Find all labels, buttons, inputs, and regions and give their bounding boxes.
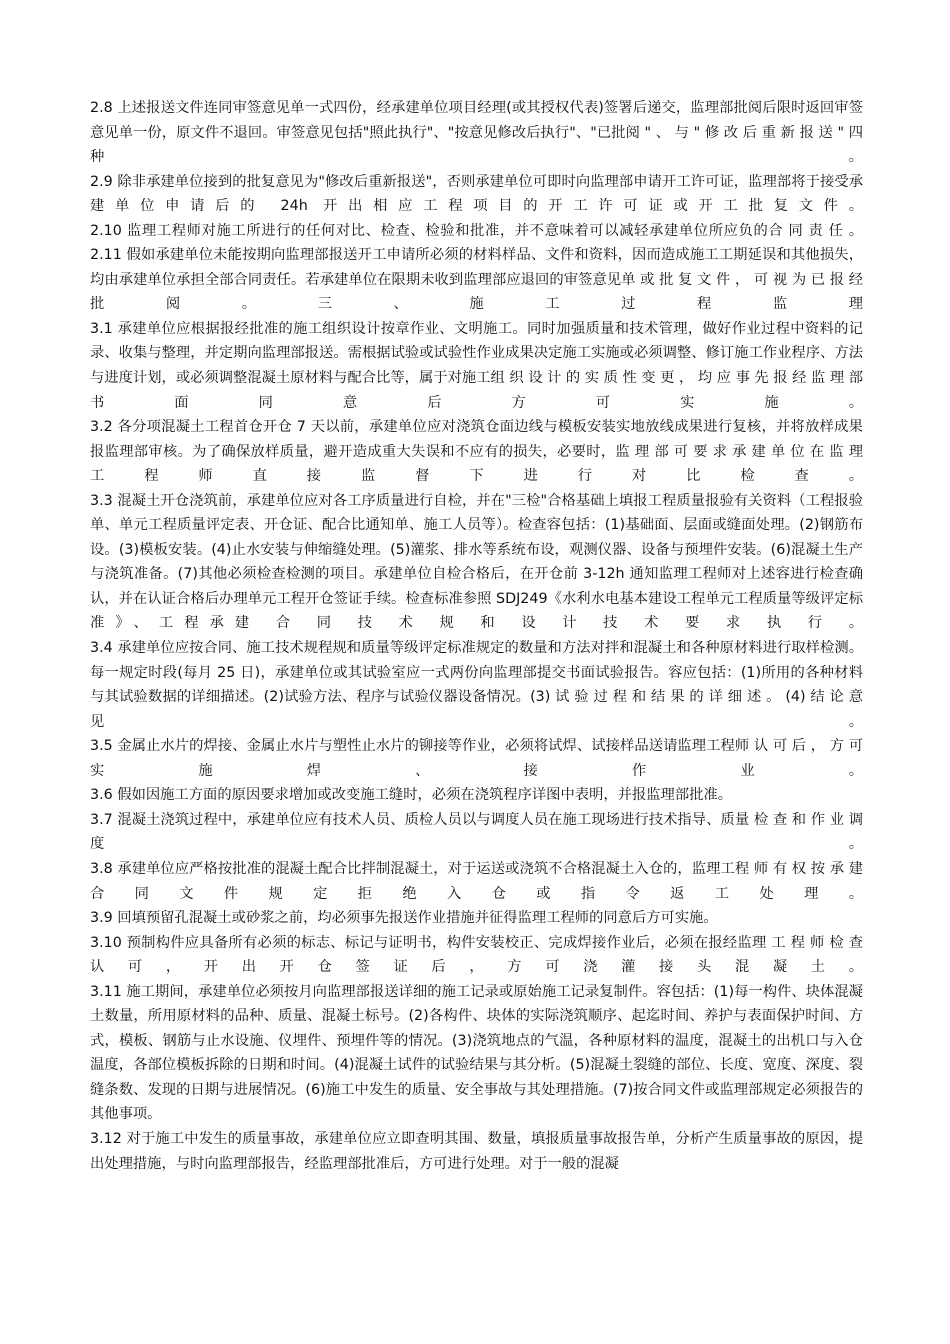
paragraph-3-9: 3.9 回填预留孔混凝土或砂浆之前，均必须事先报送作业措施并征得监理工程师的同意后方可实施。 (90, 910, 718, 927)
paragraph-3-3: 3.3 混凝土开仓浇筑前，承建单位应对各工序质量进行自检，并在"三检"合格基础上填报工程质量报验有关资料（工程报验单、单元工程质量评定表、开仓证、配合比通知单、施工人员等）。检查容包括：(1)基础面、层面或缝面处理。(2)钢筋布设。(3)模板安装。(4)止水安装与伸缩缝处理。(5)灌浆、排水等系统布设，观测仪器、设备与预埋件安装。(6)混凝土生产与浇筑准备。(7)其他必须检查检测的项目。承建单位自检合格后，在开仓前 3-12h 通知监理工程师对上述容进行检查确认，并在认证合格后办理单元工程开仓签证手续。检查标准参照 SDJ249《水利水电基本建设工程单元工程质量等级评定标准》、工程承建 合 同 技 术 规 和 设 计 技 术 要 求 执 行 。 (90, 492, 863, 632)
paragraph-3-6: 3.6 假如因施工方面的原因要求增加或改变施工缝时，必须在浇筑程序详图中表明，并报监理部批准。 (90, 787, 733, 804)
paragraph-2-8: 2.8 上述报送文件连同审签意见单一式四份，经承建单位项目经理(或其授权代表)签署后递交，监理部批阅后限时返回审签意见单一份，原文件不退回。审签意见包括"照此执行"、"按意见修改后执行"、"已批阅 " 、 与 " 修 改 后 重 新 报 送 " 四 种 。 (90, 100, 863, 166)
paragraph-2-10: 2.10 监理工程师对施工所进行的任何对比、检查、检验和批准，并不意味着可以减轻承建单位所应负的合 同 责 任 。 (90, 222, 863, 239)
paragraph-3-4: 3.4 承建单位应按合同、施工技术规程规和质量等级评定标准规定的数量和方法对拌和混凝土和各种原材料进行取样检测。每一规定时段(每月 25 日)，承建单位或其试验室应一式两份向监理部提交书面试验报告。容应包括：(1)所用的各种材料与其试验数据的详细描述。(2)试验方法、程序与试验仪器设备情况。(3) 试 验 过 程 和 结 果 的 详 细 述 。 (4) 结 论 意 见 。 (90, 640, 863, 730)
paragraph-2-11: 2.11 假如承建单位未能按期向监理部报送开工申请所必须的材料样品、文件和资料，因而造成施工工期延误和其他损失，均由承建单位承担全部合同责任。若承建单位在限期未收到监理部应退回的审签意见单 或 批 复 文 件 ， 可 视 为 已 报 经 批 阅 。 三 、 施 工 过 程 监 理 (90, 247, 863, 313)
paragraph-3-12: 3.12 对于施工中发生的质量事故，承建单位应立即查明其围、数量，填报质量事故报告单，分析产生质量事故的原因，提出处理措施，与时向监理部报告，经监理部批准后，方可进行处理。对于一般的混凝 (90, 1130, 863, 1172)
document-page (90, 96, 863, 1176)
paragraph-2-9: 2.9 除非承建单位接到的批复意见为"修改后重新报送"，否则承建单位可即时向监理部申请开工许可证，监理部将于接受承建单位申请后的 24h 开出相应工程项目的开工许可证或开工批复文件。 (90, 173, 863, 215)
paragraph-3-11: 3.11 施工期间，承建单位必须按月向监理部报送详细的施工记录或原始施工记录复制件。容包括：(1)每一构件、块体混凝土数量，所用原材料的品种、质量、混凝土标号。(2)各构件、块体的实际浇筑顺序、起迄时间、养护与表面保护时间、方式，模板、钢筋与止水设施、仪埋件、预埋件等的情况。(3)浇筑地点的气温，各种原材料的温度，混凝土的出机口与入仓温度，各部位模板拆除的日期和时间。(4)混凝土试件的试验结果与其分析。(5)混凝土裂缝的部位、长度、宽度、深度、裂缝条数、发现的日期与进展情况。(6)施工中发生的质量、安全事故与其处理措施。(7)按合同文件或监理部规定必须报告的其他事项。 (90, 983, 863, 1123)
paragraph-3-2: 3.2 各分项混凝土工程首仓开仓 7 天以前，承建单位应对浇筑仓面边线与模板安装实地放线成果进行复核，并将放样成果报监理部审核。为了确保放样质量，避开造成重大失误和不应有的损失，必要时，监 理 部 可 要 求 承 建 单 位 在 监 理 工 程 师 直 接 监 督 下 进 行 对 比 检 查 。 (90, 419, 863, 485)
paragraph-3-10: 3.10 预制构件应具备所有必须的标志、标记与证明书，构件安装校正、完成焊接作业后，必须在报经监理 工 程 师 检 查 认 可 ， 开 出 开 仓 签 证 后 ， 方 可 浇 灌 接 头 混 凝 土 。 (90, 934, 863, 976)
paragraph-3-5: 3.5 金属止水片的焊接、金属止水片与塑性止水片的铆接等作业，必须将试焊、试接样品送请监理工程师 认 可 后 ， 方 可 实 施 焊 、 接 作 业 。 (90, 738, 863, 779)
paragraph-3-7: 3.7 混凝土浇筑过程中，承建单位应有技术人员、质检人员以与调度人员在施工现场进行技术指导、质量 检 查 和 作 业 调 度 。 (90, 811, 863, 853)
paragraph-3-8: 3.8 承建单位应严格按批准的混凝土配合比拌制混凝土，对于运送或浇筑不合格混凝土入仓的，监理工程 师 有 权 按 承 建 合 同 文 件 规 定 拒 绝 入 仓 或 指 令 返 工 处 理 。 (90, 860, 863, 902)
paragraph-3-1: 3.1 承建单位应根据报经批准的施工组织设计按章作业、文明施工。同时加强质量和技术管理，做好作业过程中资料的记录、收集与整理，并定期向监理部报送。需根据试验或试验性作业成果决定施工实施或必须调整、修订施工作业程序、方法与进度计划，或必须调整混凝土原材料与配合比等，属于对施工组 织 设 计 的 实 质 性 变 更 ， 均 应 事 先 报 经 监 理 部 书 面 同 意 后 方 可 实 施 。 (90, 320, 863, 411)
